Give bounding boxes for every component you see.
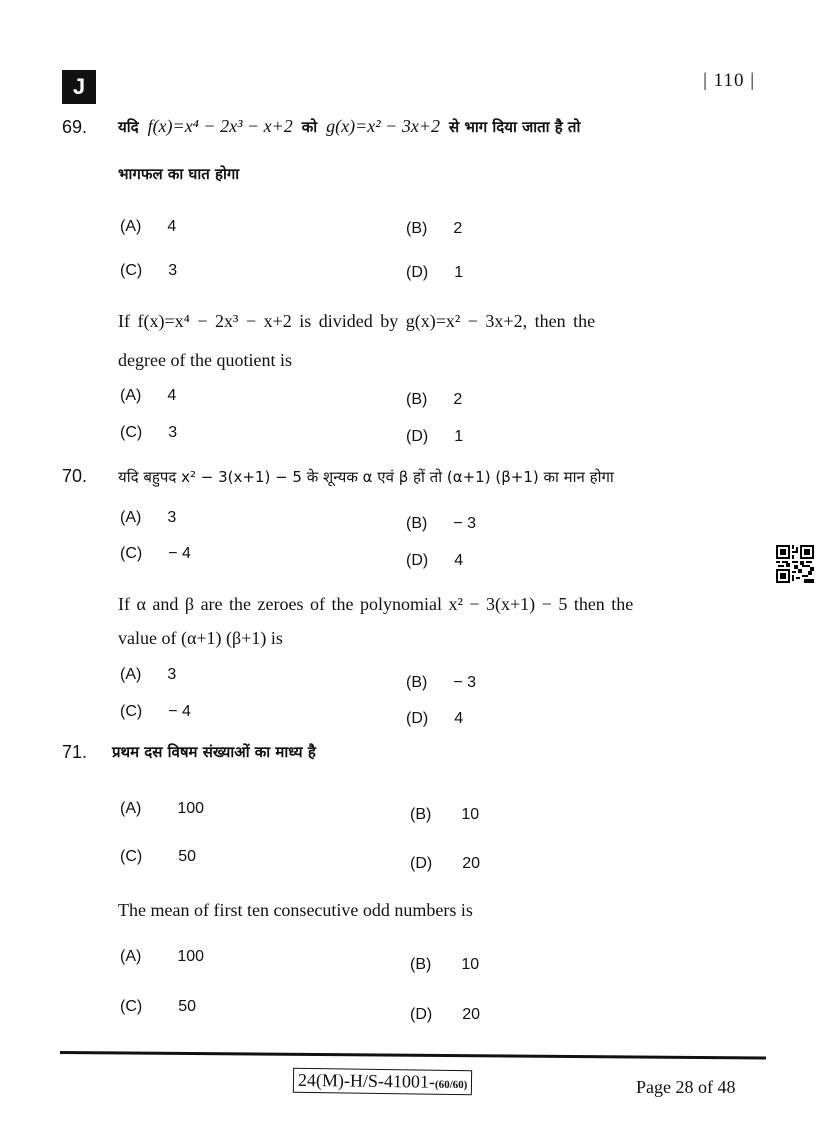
option-c[interactable]: (C) − 4 bbox=[120, 703, 191, 720]
paper-code-suffix: (60/60) bbox=[434, 1078, 468, 1092]
option-d[interactable]: (D) 20 bbox=[410, 855, 481, 872]
option-d[interactable]: (D) 4 bbox=[406, 552, 464, 569]
question-71-english-line1: The mean of first ten consecutive odd numbers is bbox=[118, 900, 473, 920]
option-c[interactable]: (C) − 4 bbox=[120, 545, 191, 562]
option-b[interactable]: (B) − 3 bbox=[406, 674, 477, 691]
qr-code-icon bbox=[776, 545, 814, 583]
option-a[interactable]: (A) 3 bbox=[120, 666, 177, 683]
question-70-english-line2: value of (α+1) (β+1) is bbox=[118, 628, 283, 648]
option-a[interactable]: (A) 100 bbox=[120, 800, 205, 817]
question-number: 70. bbox=[62, 466, 88, 486]
question-70-english-line1: If α and β are the zeroes of the polynomial x² − 3(x+1) − 5 then the bbox=[118, 594, 634, 614]
option-d[interactable]: (D) 1 bbox=[406, 264, 464, 281]
question-71-hindi-line1: प्रथम दस विषम संख्याओं का माध्य है bbox=[112, 743, 316, 761]
question-69-english-line1: If f(x)=x⁴ − 2x³ − x+2 is divided by g(x)=x² − 3x+2, then the bbox=[118, 311, 596, 331]
option-a[interactable]: (A) 100 bbox=[120, 948, 205, 965]
option-b[interactable]: (B) 2 bbox=[406, 391, 463, 408]
option-c[interactable]: (C) 3 bbox=[120, 262, 178, 279]
option-b[interactable]: (B) 10 bbox=[410, 956, 480, 973]
question-number: 69. bbox=[62, 117, 88, 137]
page-reference: | 110 | bbox=[703, 70, 755, 91]
option-c[interactable]: (C) 3 bbox=[120, 424, 178, 441]
question-69-english-line2: degree of the quotient is bbox=[118, 350, 292, 370]
option-a[interactable]: (A) 4 bbox=[120, 387, 177, 404]
option-c[interactable]: (C) 50 bbox=[120, 998, 197, 1015]
question-69-hindi-line2: भागफल का घात होगा bbox=[118, 165, 240, 183]
option-c[interactable]: (C) 50 bbox=[120, 848, 197, 865]
option-d[interactable]: (D) 20 bbox=[410, 1006, 481, 1023]
question-number: 71. bbox=[62, 742, 88, 762]
paper-code: 24(M)-H/S-41001- bbox=[297, 1069, 436, 1092]
set-code: J bbox=[72, 74, 86, 99]
page-number: Page 28 of 48 bbox=[636, 1077, 736, 1097]
option-a[interactable]: (A) 3 bbox=[120, 509, 177, 526]
question-69-hindi-line1: यदि f(x)=x⁴ − 2x³ − x+2 को g(x)=x² − 3x+2 से भाग दिया जाता है तो bbox=[118, 116, 581, 136]
option-b[interactable]: (B) 10 bbox=[410, 806, 480, 823]
footer-divider bbox=[60, 1051, 766, 1060]
question-70-hindi-line1: यदि बहुपद x² − 3(x+1) − 5 के शून्यक α एवं β हों तो (α+1) (β+1) का मान होगा bbox=[118, 468, 614, 486]
option-b[interactable]: (B) 2 bbox=[406, 220, 463, 237]
paper-code-box bbox=[293, 1068, 473, 1096]
option-d[interactable]: (D) 1 bbox=[406, 428, 464, 445]
option-b[interactable]: (B) − 3 bbox=[406, 515, 477, 532]
option-d[interactable]: (D) 4 bbox=[406, 710, 464, 727]
set-code-badge bbox=[62, 70, 96, 104]
option-a[interactable]: (A) 4 bbox=[120, 218, 177, 235]
